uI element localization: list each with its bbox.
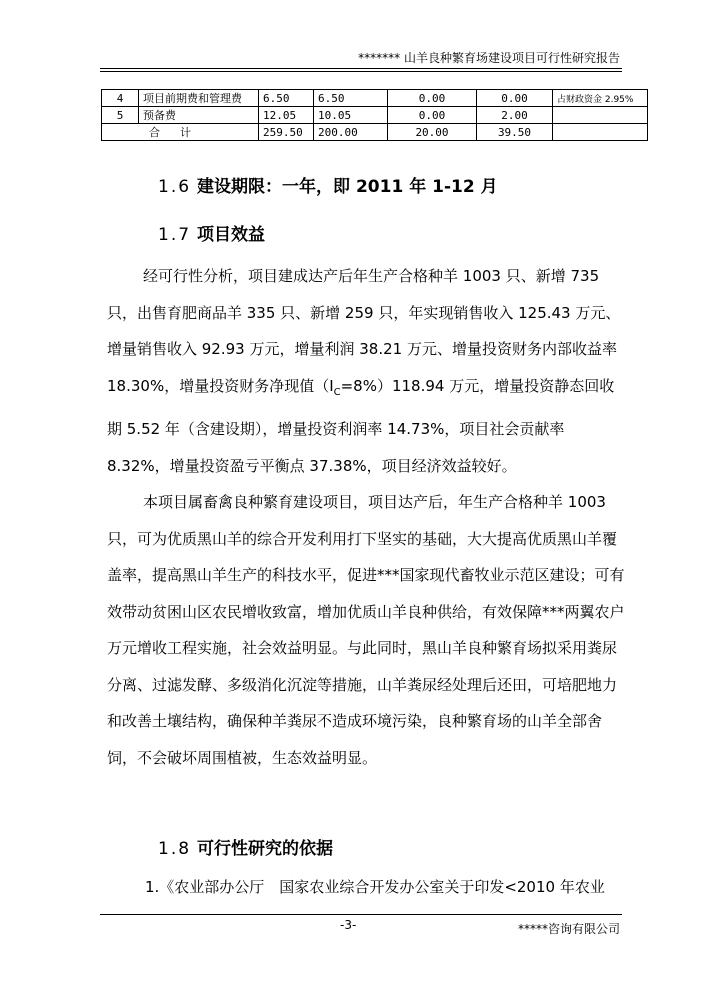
total-value-self: 39.50 (477, 124, 553, 141)
row-name: 预备费 (139, 107, 259, 124)
section-number: 1.6 (158, 177, 192, 197)
row-value-total: 12.05 (259, 107, 314, 124)
table-total-row (102, 124, 648, 141)
row-value-self: 2.00 (477, 107, 553, 124)
row-name: 项目前期费和管理费 (139, 90, 259, 107)
page-number: -3- (340, 918, 357, 932)
row-note (553, 107, 648, 124)
total-label: 合计 (102, 124, 259, 141)
benefit-paragraphs (107, 258, 627, 776)
header-rule (100, 68, 622, 69)
row-value-loan: 0.00 (388, 107, 477, 124)
header-rule-thin (100, 71, 622, 72)
header-title: ******* 山羊良种繁育场建设项目可行性研究报告 (358, 51, 620, 65)
section-heading-1-8 (158, 834, 333, 859)
total-note (553, 124, 648, 141)
section-number: 1.8 (158, 839, 192, 859)
subscript-c: C (333, 386, 341, 398)
section-heading-1-6 (158, 172, 498, 197)
row-number: 5 (102, 107, 139, 124)
row-value-self: 0.00 (477, 90, 553, 107)
row-note: 占财政资金 2.95% (553, 90, 648, 107)
row-number: 4 (102, 90, 139, 107)
section-heading-1-7 (158, 220, 265, 245)
table-row (102, 90, 648, 107)
total-value-loan: 20.00 (388, 124, 477, 141)
section-title: 建设期限：一年，即 2011 年 1-12 月 (197, 177, 498, 197)
paragraph-social-benefit: 本项目属畜禽良种繁育建设项目，项目达产后，年生产合格种羊 1003 只，可为优质黑山羊的综合开发利用打下坚实的基础，大大提高优质黑山羊覆盖率，提高黑山羊生产的科技水平，促进***国家现代畜牧业示范区建设；可有效带动贫困山区农民增收致富，增加优质山羊良种供给，有效保障***两翼农户万元增收工程实施，社会效益明显。与此同时，黑山羊良种繁育场拟采用粪尿分离、过滤发酵、多级消化沉淀等措施，山羊粪尿经处理后还田，可培肥地力和改善土壤结构，确保种羊粪尿不造成环境污染，良种繁育场的山羊全部舍饲，不会破坏周围植被，生态效益明显。 (107, 493, 625, 767)
paragraph-economic-benefit (107, 258, 627, 484)
footer-company: *****咨询有限公司 (517, 922, 620, 936)
row-value-finance: 10.05 (314, 107, 388, 124)
paragraph-text: =8%）118.94 万元，增量投资静态回收期 5.52 年（含建设期），增量投资利润率 14.73%，项目社会贡献率 8.32%，增量投资盈亏平衡点 37.38%，项目经济效益较好。 (107, 376, 615, 475)
row-value-loan: 0.00 (388, 90, 477, 107)
total-value-total: 259.50 (259, 124, 314, 141)
budget-table (101, 89, 648, 141)
section-title: 项目效益 (197, 225, 266, 245)
row-value-finance: 6.50 (314, 90, 388, 107)
paragraph-text: 经可行性分析，项目建成达产后年生产合格种羊 1003 只、新增 735 只，出售育肥商品羊 335 只、新增 259 只，年实现销售收入 125.43 万元、增量销售收入 92.93 万元，增量利润 38.21 万元、增量投资财务内部收益率 18.30%，增量投资财务净现值（I (107, 267, 621, 395)
footer-rule (100, 914, 622, 915)
total-value-finance: 200.00 (314, 124, 388, 141)
section-number: 1.7 (158, 225, 192, 245)
section-title: 可行性研究的依据 (197, 839, 334, 859)
reference-item-1: 1.《农业部办公厅 国家农业综合开发办公室关于印发<2010 年农业 (145, 878, 605, 896)
table-row (102, 107, 648, 124)
row-value-total: 6.50 (259, 90, 314, 107)
